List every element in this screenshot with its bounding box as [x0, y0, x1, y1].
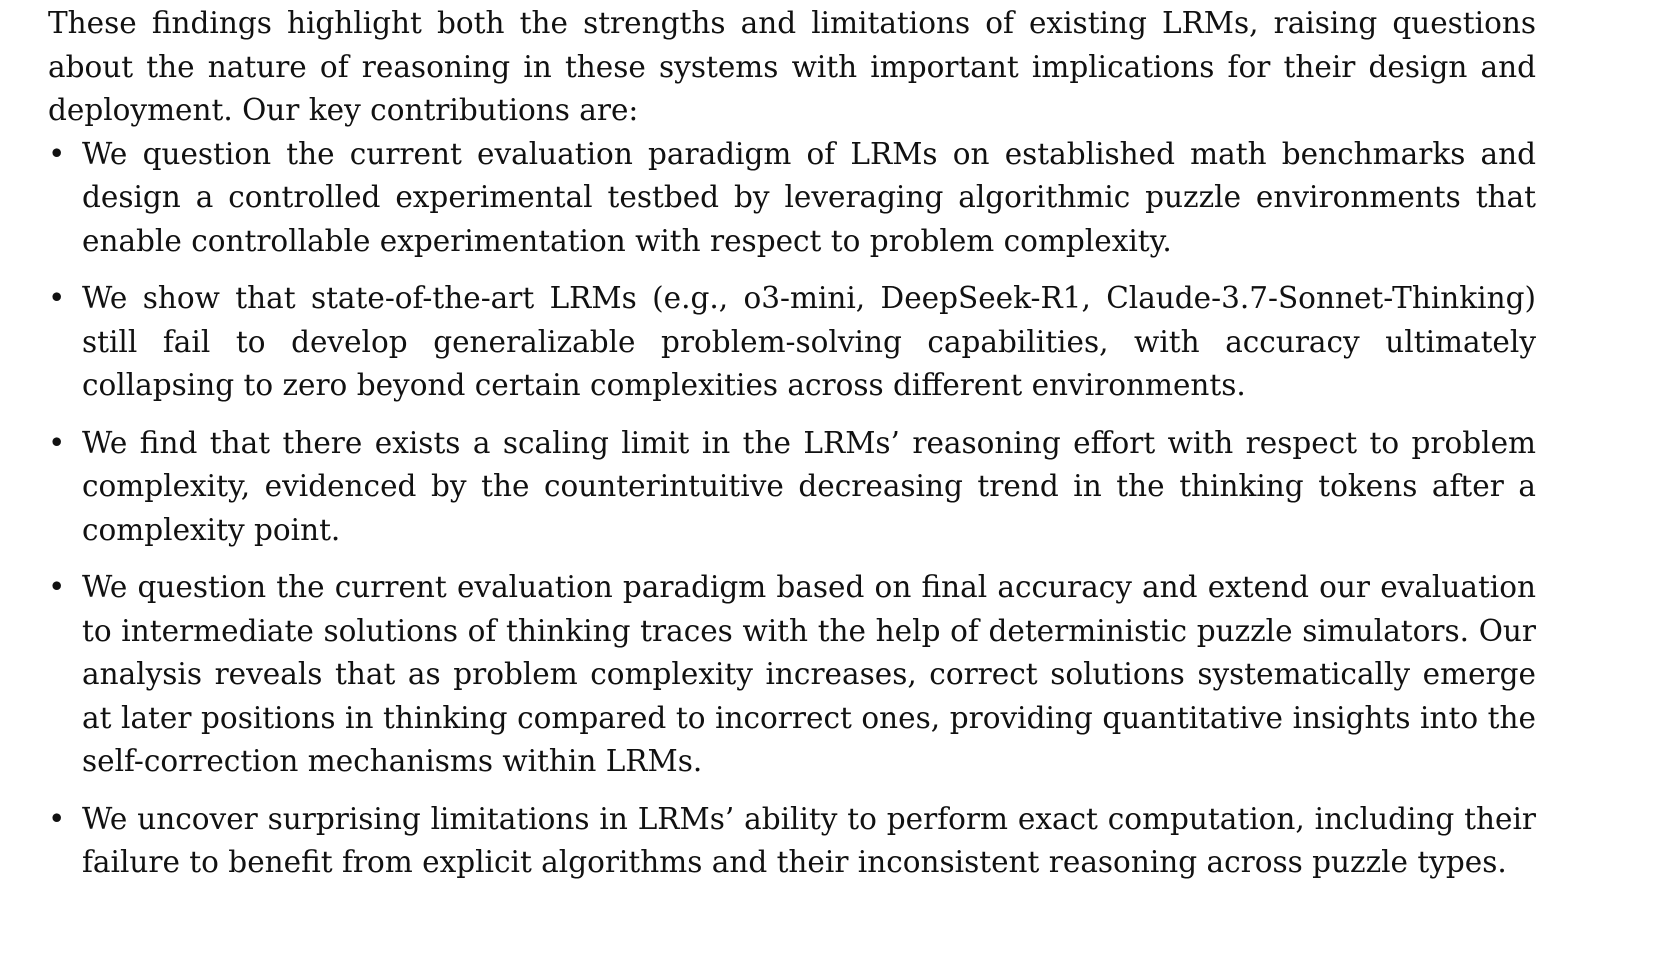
contributions-list — [48, 133, 1536, 885]
paper-text-block — [48, 2, 1536, 899]
list-item — [48, 133, 1536, 264]
contribution-text: We find that there exists a scaling limit in the LRMs’ reasoning effort with respect to problem complexity, evidenced by the counterintuitive decreasing trend in the thinking tokens after a complexity point. — [82, 425, 1536, 547]
contribution-text: We uncover surprising limitations in LRMs’ ability to perform exact computation, including their failure to benefit from explicit algorithms and their inconsistent reasoning across puzzle types. — [82, 801, 1536, 879]
bullet-icon: • — [48, 570, 66, 604]
list-item — [48, 277, 1536, 408]
bullet-icon: • — [48, 425, 66, 460]
bullet-icon: • — [48, 136, 66, 171]
bullet-icon: • — [48, 801, 66, 836]
contribution-text: We question the current evaluation paradigm of LRMs on established math benchmarks and design a controlled experimental testbed by leveraging algorithmic puzzle environments that enable controllable experimentation with respect to problem complexity. — [82, 136, 1536, 258]
contribution-text: We show that state-of-the-art LRMs (e.g., o3-mini, DeepSeek-R1, Claude-3.7-Sonnet-Thinking) still fail to develop generalizable problem-solving capabilities, with accuracy ultimately collapsing to zero beyond certain complexities across different environments. — [82, 281, 1536, 402]
intro-paragraph: These findings highlight both the strengths and limitations of existing LRMs, raising questions about the nature of reasoning in these systems with important implications for their design and deployment. Our key contributions are: — [48, 6, 1536, 127]
list-item — [48, 566, 1536, 784]
list-item — [48, 798, 1536, 885]
bullet-icon: • — [48, 281, 66, 315]
contribution-text: We question the current evaluation paradigm based on final accuracy and extend our evaluation to intermediate solutions of thinking traces with the help of deterministic puzzle simulators. Our analysis reveals that as problem complexity increases, correct solutions systematically emerge at later positions in thinking compared to incorrect ones, providing quantitative insights into the self-correction mechanisms within LRMs. — [82, 570, 1536, 778]
list-item — [48, 422, 1536, 553]
